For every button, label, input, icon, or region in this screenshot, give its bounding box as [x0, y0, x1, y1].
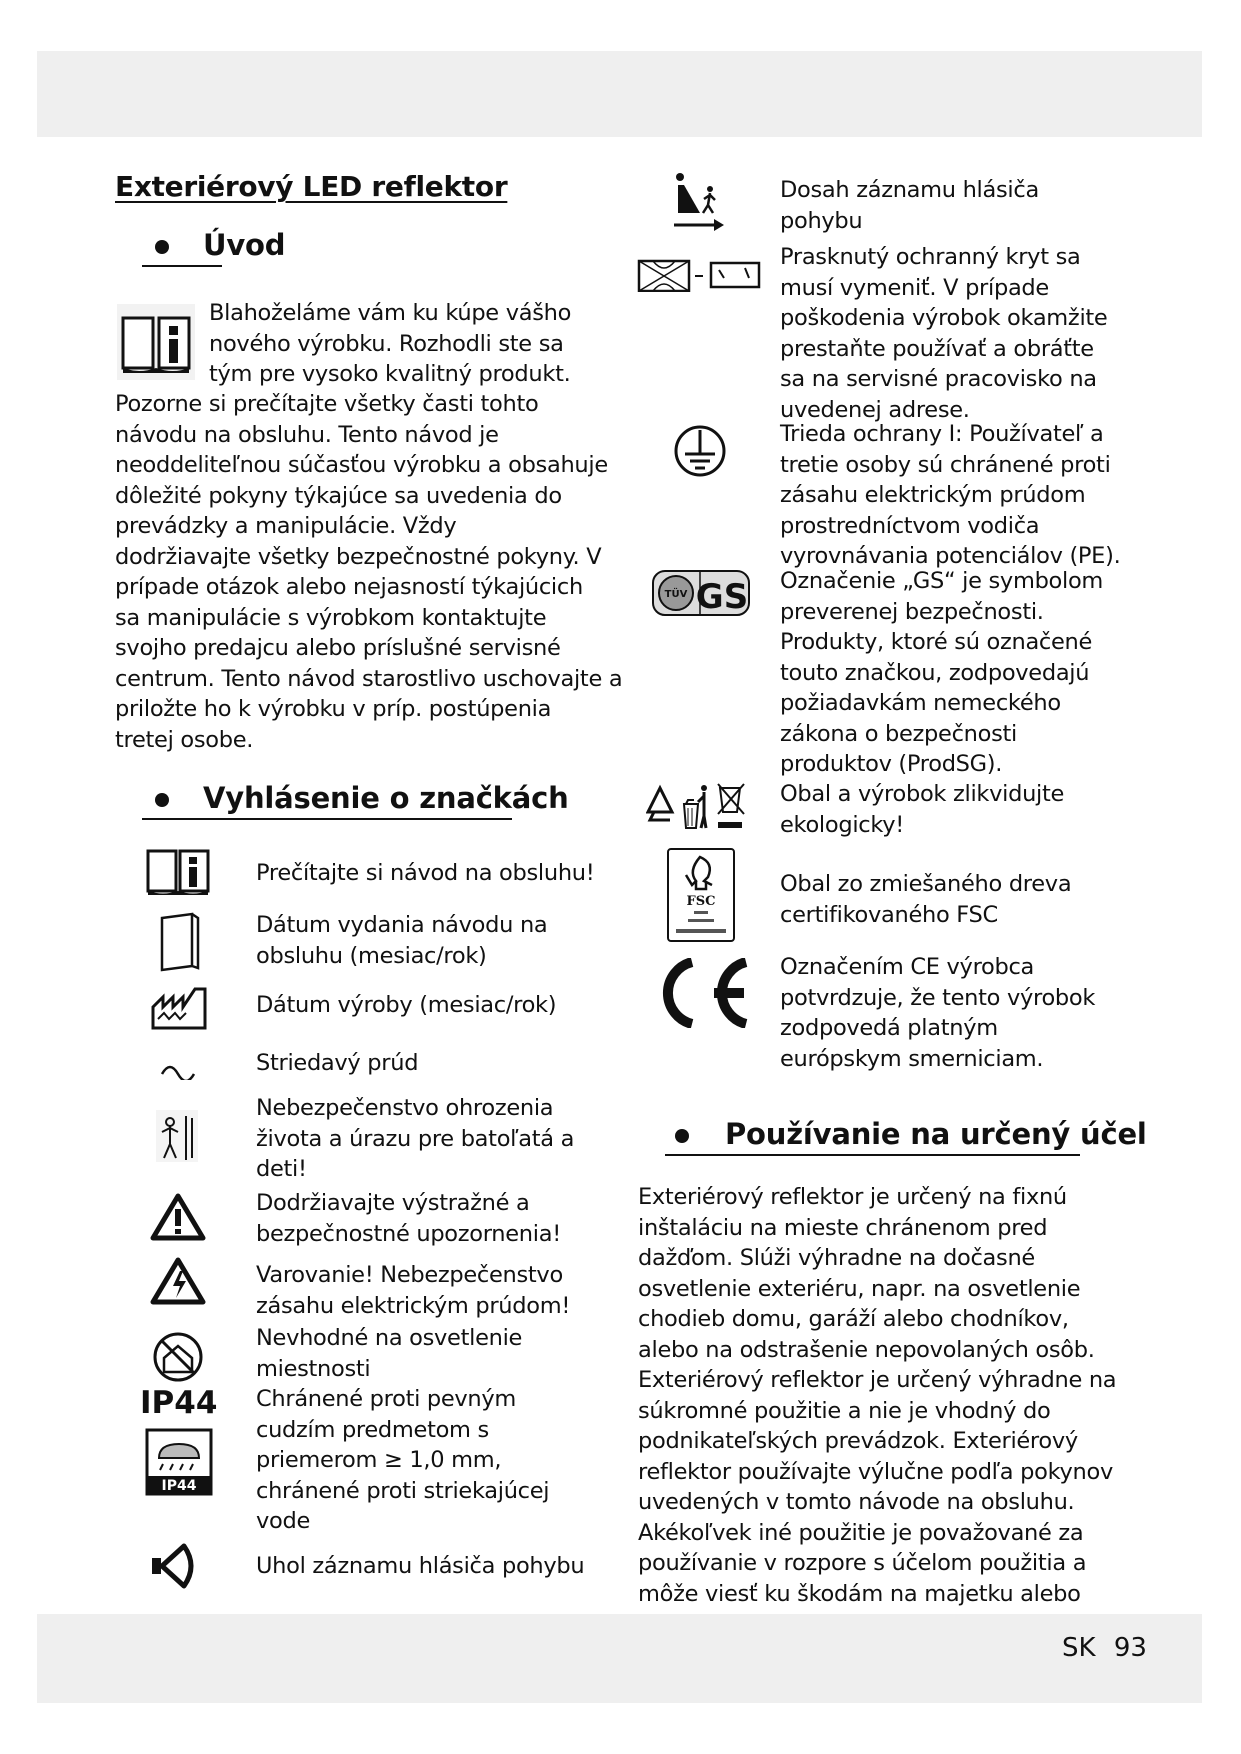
no-indoor-lighting-icon: [150, 1330, 206, 1384]
detection-angle-icon: [150, 1541, 206, 1591]
footer-language: SK: [1062, 1633, 1096, 1663]
read-manual-icon: [145, 847, 211, 897]
electric-shock-icon: [150, 1256, 206, 1306]
symbol-text-manual-date: Dátum vydania návodu na obsluhu (mesiac/rok): [256, 912, 548, 969]
symbol-text-disposal: Obal a výrobok zlikvidujte ekologicky!: [780, 781, 1065, 838]
footer-band: [37, 1614, 1202, 1703]
symbol-text-manufacture-date: Dátum výroby (mesiac/rok): [256, 992, 557, 1018]
protection-class-1-icon: [673, 424, 727, 478]
warning-triangle-icon: [150, 1192, 206, 1242]
svg-text:FSC: FSC: [686, 894, 716, 909]
intro-text-b: Pozorne si prečítajte všetky časti tohto návodu na obsluhu. Tento návod je neoddeliteľnou súčasťou výrobku a obsahuje dôležité pokyny týkajúce sa uvedenia do prevádzky a manipulácie. Vždy dodržiavajte všetky bezpečnostné pokyny. V prípade otázok alebo nejasností týkajúcich sa manipulácie s výrobkom kontaktujte svojho predajcu alebo príslušné servisné centrum. Tento návod starostlivo uschovajte a priložte ho k výrobku v príp. postúpenia tretej osobe.: [115, 391, 623, 753]
symbol-text-ac: Striedavý prúd: [256, 1050, 419, 1076]
ce-mark-icon: [652, 958, 750, 1028]
symbol-text-child-danger: Nebezpečenstvo ohrozenia života a úrazu pre batoľatá a deti!: [256, 1095, 575, 1182]
symbol-text-electric-shock: Varovanie! Nebezpečenstvo zásahu elektrickým prúdom!: [256, 1262, 571, 1319]
read-manual-icon: [117, 304, 195, 380]
ip44-icon: [145, 1428, 213, 1496]
page-title: Exteriérový LED reflektor: [115, 170, 508, 203]
header-band: [37, 51, 1202, 137]
alternating-current-icon: [160, 1060, 196, 1080]
recycling-disposal-icon: [646, 782, 754, 834]
page-footer: [1062, 1633, 1147, 1663]
symbol-text-gs: Označenie „GS“ je symbolom preverenej bezpečnosti. Produkty, ktoré sú označené touto značkou, zodpovedajú požiadavkám nemeckého zákona o bezpečnosti produktov (ProdSG).: [780, 568, 1104, 777]
manual-date-icon: [158, 912, 202, 972]
symbol-text-no-indoor: Nevhodné na osvetlenie miestnosti: [256, 1325, 523, 1382]
symbol-text-ip44: Chránené proti pevným cudzím predmetom s priemerom ≥ 1,0 mm, chránené proti striekajúcej vode: [256, 1386, 550, 1534]
cracked-cover-icon: [637, 258, 763, 292]
symbol-text-protection-class: Trieda ochrany I: Používateľ a tretie osoby sú chránené proti zásahu elektrickým prúdom prostredníctvom vodiča vyrovnávania potenciálov (PE).: [780, 421, 1121, 569]
ip44-text-icon: IP44: [140, 1385, 218, 1421]
page-number: 93: [1113, 1633, 1147, 1663]
symbol-text-cracked-cover: Prasknutý ochranný kryt sa musí vymeniť. V prípade poškodenia výrobok okamžite prestaňte používať a obráťte sa na servisné pracovisko na uvedenej adrese.: [780, 244, 1108, 423]
manufacture-date-icon: [150, 985, 208, 1031]
svg-text:IP44: IP44: [161, 1478, 197, 1494]
symbol-text-fsc: Obal zo zmiešaného dreva certifikovaného FSC: [780, 871, 1072, 928]
fsc-icon: [666, 847, 736, 943]
svg-text:TÜV: TÜV: [664, 589, 688, 600]
symbol-text-detection-range: Dosah záznamu hlásiča pohybu: [780, 177, 1039, 234]
intro-text-a: Blahoželáme vám ku kúpe vášho nového výrobku. Rozhodli ste sa tým pre vysoko kvalitný produkt.: [209, 300, 572, 387]
symbol-text-detection-angle: Uhol záznamu hlásiča pohybu: [256, 1553, 585, 1579]
svg-text:GS: GS: [695, 577, 749, 616]
child-danger-icon: [152, 1108, 204, 1164]
tuv-gs-icon: [652, 570, 750, 616]
intended-use-text: Exteriérový reflektor je určený na fixnú inštaláciu na mieste chránenom pred dažďom. Slúži výhradne na dočasné osvetlenie exteriéru, napr. na osvetlenie chodieb domu, garáží alebo chodníkov, alebo na odstrašenie nepovolaných osôb. Exteriérový reflektor je určený výhradne na súkromné použitie a nie je vhodný do podnikateľských prevádzok. Exteriérový reflektor používajte výlučne podľa pokynov uvedených v tomto návode na obsluhu. Akékoľvek iné použitie je považované za používanie v rozpore s účelom použitia a môže viesť ku škodám na majetku alebo: [638, 1184, 1117, 1607]
symbol-text-warning: Dodržiavajte výstražné a bezpečnostné upozornenia!: [256, 1190, 561, 1247]
symbol-text-ce: Označením CE výrobca potvrdzuje, že tento výrobok zodpovedá platným európskym smerniciam.: [780, 954, 1096, 1072]
symbol-text-read-manual: Prečítajte si návod na obsluhu!: [256, 860, 595, 886]
detection-range-icon: [672, 173, 728, 237]
